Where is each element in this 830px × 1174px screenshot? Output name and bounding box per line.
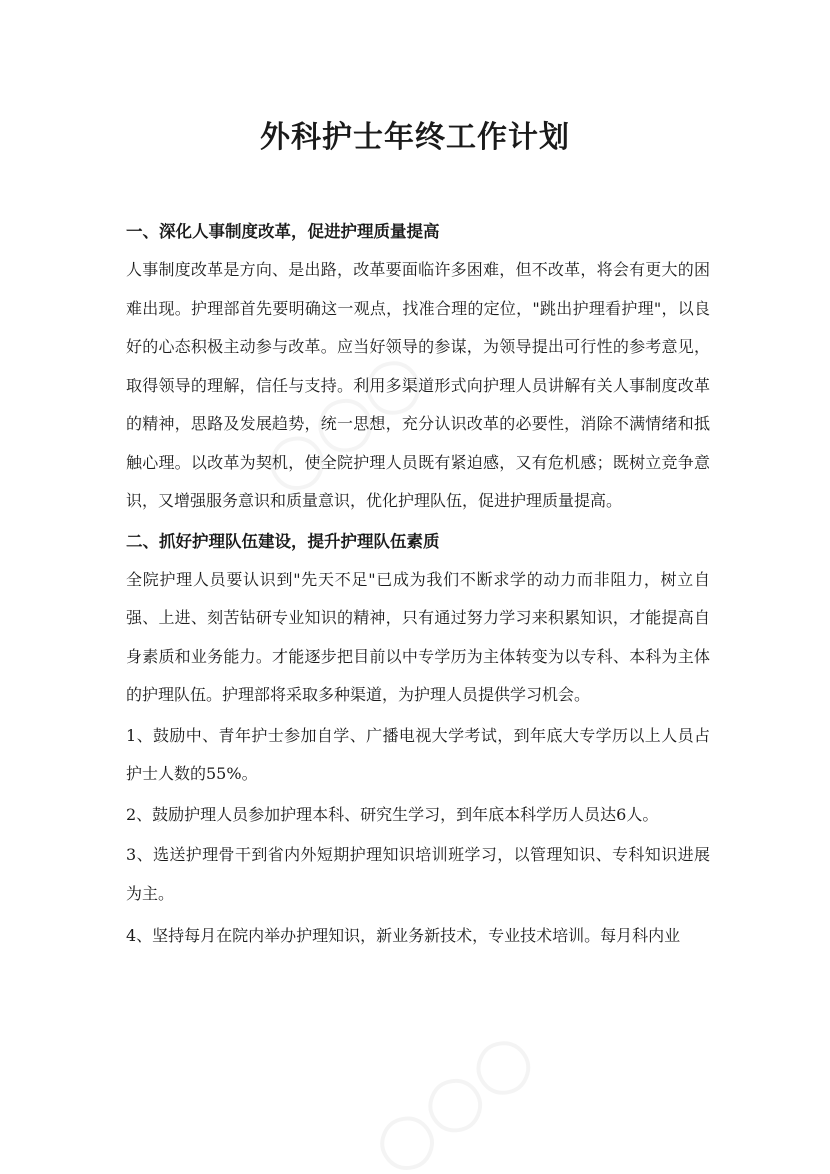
list-item: 4、坚持每月在院内举办护理知识，新业务新技术，专业技术培训。每月科内业	[126, 926, 681, 945]
paragraph: 人事制度改革是方向、是出路，改革要面临许多困难，但不改革，将会有更大的困难出现。护理部首先要明确这一观点，找准合理的定位，"跳出护理看护理"，以良好的心态积极主动参与改革。应当好领导的参谋，为领导提出可行性的参考意见，取得领导的理解，信任与支持。利用多渠道形式向护理人员讲解有关人事制度改革的精神，思路及发展趋势，统一思想，充分认识改革的必要性，消除不满情绪和抵触心理。以改革为契机，使全院护理人员既有紧迫感，又有危机感；既树立竞争意识，又增强服务意识和质量意识，优化护理队伍，促进护理质量提高。	[126, 260, 710, 510]
list-item: 1、鼓励中、青年护士参加自学、广播电视大学考试，到年底大专学历以上人员占护士人数的55%。	[126, 725, 710, 783]
section-heading: 二、抓好护理队伍建设，提升护理队伍素质	[126, 531, 440, 551]
watermark	[354, 1012, 549, 1174]
paragraph: 全院护理人员要认识到"先天不足"已成为我们不断求学的动力而非阻力，树立自强、上进、刻苦钻研专业知识的精神，只有通过努力学习来积累知识，才能提高自身素质和业务能力。才能逐步把目前以中专学历为主体转变为以专科、本科为主体的护理队伍。护理部将采取多种渠道，为护理人员提供学习机会。	[126, 569, 710, 704]
page-title: 外科护士年终工作计划	[260, 120, 570, 155]
document-body	[126, 213, 710, 956]
section-1	[126, 213, 710, 521]
list-item: 2、鼓励护理人员参加护理本科、研究生学习，到年底本科学历人员达6人。	[126, 804, 659, 824]
section-heading: 一、深化人事制度改革，促进护理质量提高	[126, 222, 440, 241]
section-2	[126, 523, 710, 956]
list-item: 3、选送护理骨干到省内外短期护理知识培训班学习，以管理知识、专科知识进展为主。	[126, 845, 710, 903]
